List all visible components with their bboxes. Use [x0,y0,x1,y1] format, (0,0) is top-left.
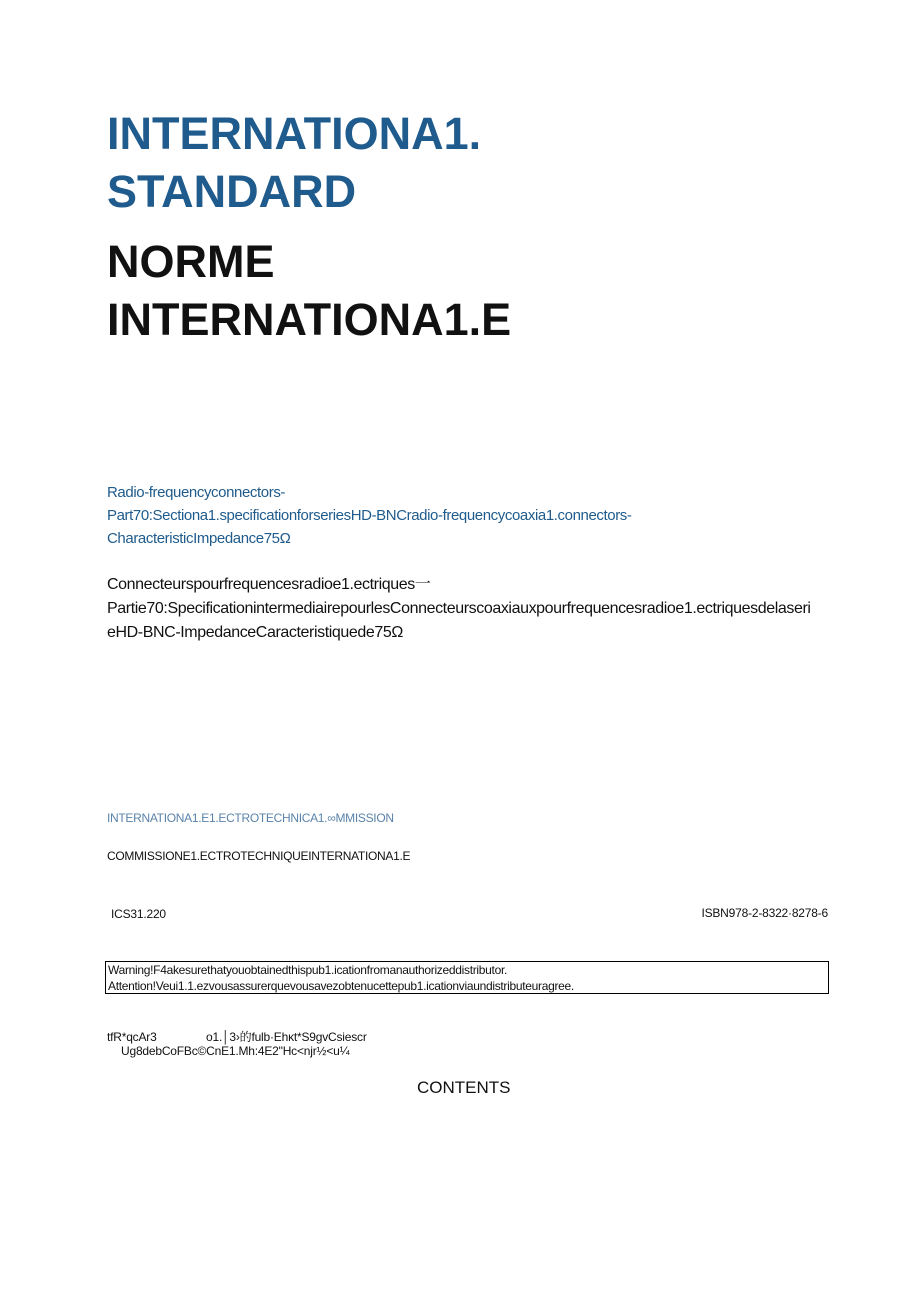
subtitle-fr-line1: Connecteurspourfrequencesradioe1.ectriques一 [107,576,431,593]
warning-line-en: Warning!F4akesurethatyouobtainedthispub1.icationfromanauthorizeddistributor. [108,963,508,977]
title-norme-internationale-line2: INTERNATIONA1.E [107,294,512,345]
title-norme-internationale-line1: NORME [107,236,275,287]
subtitle-fr-line3: eHD-BNC-ImpedanceCaracteristiquede75Ω [107,624,403,641]
isbn-code: ISBN978-2-8322·8278-6 [701,906,828,920]
garbled-text-line1-part2: o1.│3›的fulb·Ehκt*S9gvCsiescr [206,1030,367,1044]
organization-name-en: INTERNATIONA1.E1.ECTROTECHNICA1.∞MMISSION [107,811,394,825]
organization-name-fr: COMMISSIONE1.ECTROTECHNIQUEINTERNATIONA1.E [107,849,411,863]
warning-line-fr: Attention!Veui1.1.ezvousassurerquevousavezobtenucettepub1.icationviaundistributeuragree. [108,979,574,993]
subtitle-fr-line2: Partie70:SpecificationintermediairepourlesConnecteurscoaxiauxpourfrequencesradioe1.ectriquesdelaseri [107,600,811,617]
subtitle-en-line2: Part70:Sectiona1.specificationforseriesHD-BNCradio-frequencycoaxia1.connectors- [107,507,632,524]
garbled-text-line2: Ug8debCoFBc©CnE1.Mh:4E2"Hc<njr½<u¼ [121,1044,350,1058]
garbled-text-line1-part1: tfR*qcAr3 [107,1030,157,1044]
title-international-standard-line1: INTERNATIONA1. [107,108,482,159]
subtitle-en-line1: Radio-frequencyconnectors- [107,484,286,501]
contents-heading: CONTENTS [417,1078,511,1097]
warning-box [105,961,829,994]
ics-code: ICS31.220 [111,907,166,921]
subtitle-en-line3: CharacteristicImpedance75Ω [107,530,291,547]
title-international-standard-line2: STANDARD [107,166,357,217]
